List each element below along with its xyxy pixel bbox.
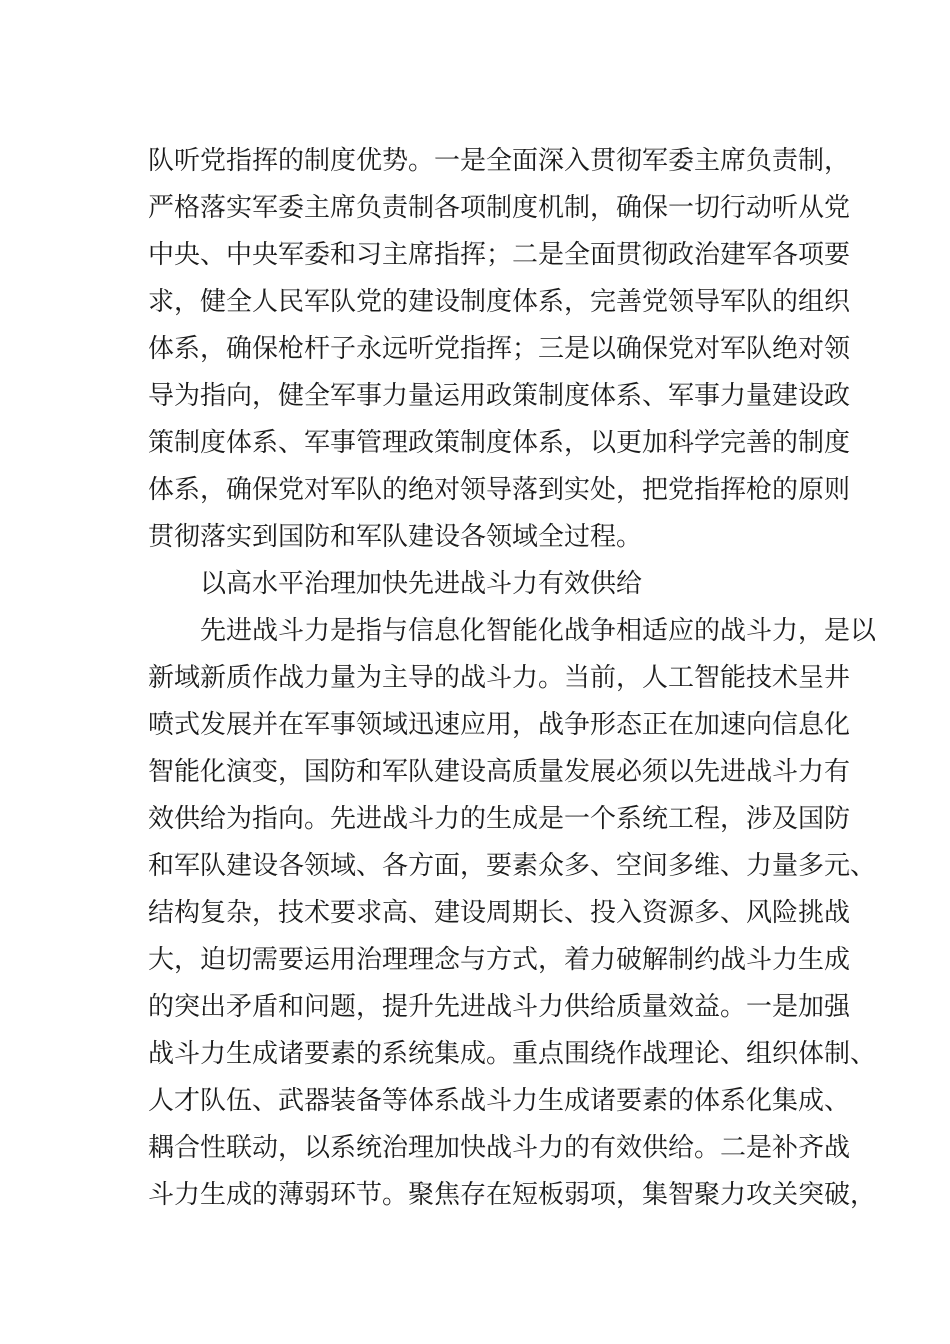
text-line: 耦合性联动，以系统治理加快战斗力的有效供给。二是补齐战 bbox=[148, 1133, 851, 1163]
text-line: 策制度体系、军事管理政策制度体系，以更加科学完善的制度 bbox=[148, 428, 851, 458]
text-line: 体系，确保党对军队的绝对领导落到实处，把党指挥枪的原则 bbox=[148, 475, 851, 505]
text-line: 贯彻落实到国防和军队建设各领域全过程。 bbox=[148, 522, 643, 552]
text-line: 效供给为指向。先进战斗力的生成是一个系统工程，涉及国防 bbox=[148, 804, 851, 834]
text-line: 结构复杂，技术要求高、建设周期长、投入资源多、风险挑战 bbox=[148, 898, 851, 928]
section-heading: 以高水平治理加快先进战斗力有效供给 bbox=[200, 569, 643, 599]
text-line: 严格落实军委主席负责制各项制度机制，确保一切行动听从党 bbox=[148, 193, 851, 223]
text-line: 斗力生成的薄弱环节。聚焦存在短板弱项，集智聚力攻关突破， bbox=[148, 1180, 877, 1210]
text-line: 新域新质作战力量为主导的战斗力。当前，人工智能技术呈井 bbox=[148, 663, 851, 693]
text-line: 智能化演变，国防和军队建设高质量发展必须以先进战斗力有 bbox=[148, 757, 851, 787]
text-line: 大，迫切需要运用治理理念与方式，着力破解制约战斗力生成 bbox=[148, 945, 851, 975]
text-line: 的突出矛盾和问题，提升先进战斗力供给质量效益。一是加强 bbox=[148, 992, 851, 1022]
text-line: 喷式发展并在军事领域迅速应用，战争形态正在加速向信息化 bbox=[148, 710, 851, 740]
text-line: 队听党指挥的制度优势。一是全面深入贯彻军委主席负责制， bbox=[148, 146, 851, 176]
text-line: 战斗力生成诸要素的系统集成。重点围绕作战理论、组织体制、 bbox=[148, 1039, 877, 1069]
text-line: 中央、中央军委和习主席指挥；二是全面贯彻政治建军各项要 bbox=[148, 240, 851, 270]
text-line: 体系，确保枪杆子永远听党指挥；三是以确保党对军队绝对领 bbox=[148, 334, 851, 364]
text-line: 求，健全人民军队党的建设制度体系，完善党领导军队的组织 bbox=[148, 287, 851, 317]
text-line: 和军队建设各领域、各方面，要素众多、空间多维、力量多元、 bbox=[148, 851, 877, 881]
paragraph-first-line: 先进战斗力是指与信息化智能化战争相适应的战斗力，是以 bbox=[200, 616, 877, 646]
text-line: 导为指向，健全军事力量运用政策制度体系、军事力量建设政 bbox=[148, 381, 851, 411]
text-line: 人才队伍、武器装备等体系战斗力生成诸要素的体系化集成、 bbox=[148, 1086, 851, 1116]
